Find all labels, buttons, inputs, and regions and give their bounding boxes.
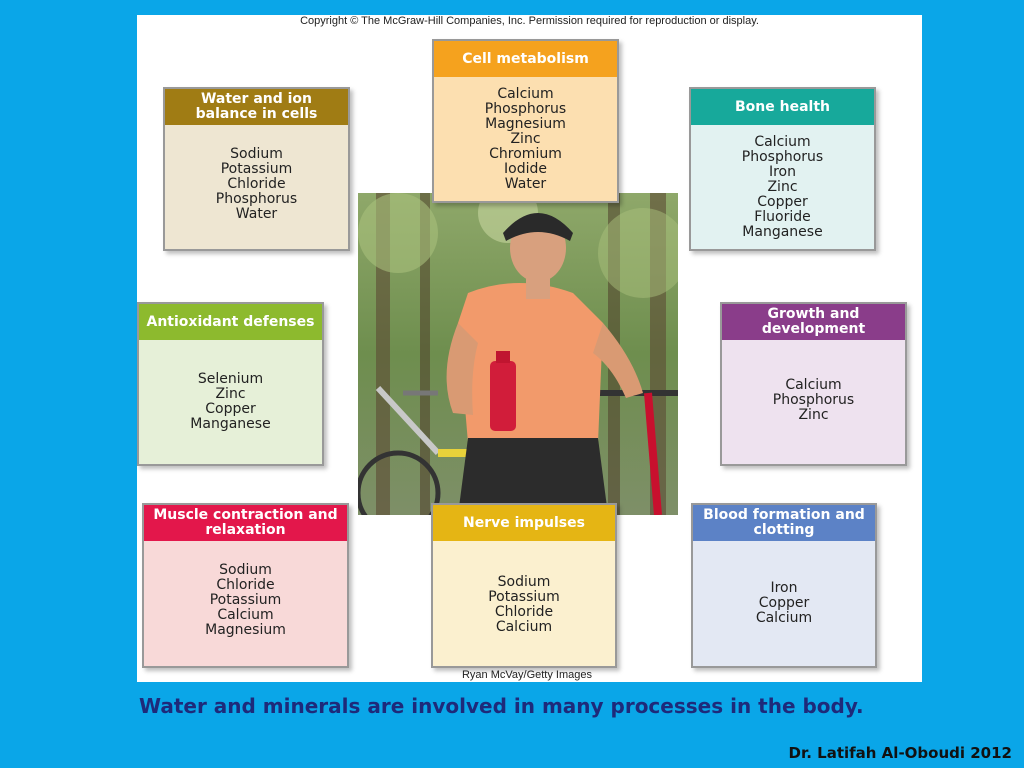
box-items [433, 541, 615, 635]
list-item: Phosphorus [484, 101, 567, 117]
box-growth-development [720, 302, 907, 466]
list-item: Magnesium [485, 116, 566, 132]
list-item: Calcium [497, 86, 554, 102]
list-item: Chloride [494, 604, 554, 620]
box-title: Growth and development [722, 304, 905, 340]
list-item: Chloride [227, 176, 286, 192]
box-title: Nerve impulses [433, 505, 615, 541]
cyclist-photo-image [358, 193, 678, 515]
box-title: Bone health [691, 89, 874, 125]
list-item: Sodium [219, 562, 272, 578]
list-item: Phosphorus [215, 191, 298, 207]
slide-caption: Water and minerals are involved in many processes in the body. [139, 694, 864, 718]
list-item: Manganese [190, 416, 271, 432]
list-item: Iron [770, 580, 798, 596]
box-items [693, 541, 875, 626]
list-item: Copper [758, 595, 810, 611]
list-item: Sodium [230, 146, 283, 162]
list-item: Calcium [217, 607, 274, 623]
box-cell-metabolism [432, 39, 619, 203]
list-item: Zinc [510, 131, 541, 147]
list-item: Potassium [209, 592, 282, 608]
list-item: Potassium [488, 589, 560, 605]
box-items [722, 340, 905, 423]
list-item: Zinc [798, 407, 829, 423]
box-items [434, 77, 617, 192]
list-item: Phosphorus [741, 149, 824, 165]
list-item: Selenium [197, 371, 264, 387]
box-title: Cell metabolism [434, 41, 617, 77]
list-item: Zinc [767, 179, 798, 195]
list-item: Calcium [755, 610, 813, 626]
list-item: Water [235, 206, 278, 222]
photo-credit: Ryan McVay/Getty Images [461, 669, 592, 681]
box-antioxidant-defenses [137, 302, 324, 466]
list-item: Calcium [754, 134, 811, 150]
list-item: Fluoride [754, 209, 811, 225]
box-items [691, 125, 874, 240]
cyclist-photo [358, 193, 678, 515]
list-item: Chromium [489, 146, 562, 162]
list-item: Potassium [220, 161, 293, 177]
list-item: Water [504, 176, 547, 192]
list-item: Zinc [215, 386, 246, 402]
box-water-ion-balance [163, 87, 350, 251]
list-item: Iron [768, 164, 796, 180]
list-item: Phosphorus [772, 392, 855, 408]
list-item: Iodide [504, 161, 547, 177]
box-title: Blood formation and clotting [693, 505, 875, 541]
box-title: Antioxidant defenses [139, 304, 322, 340]
box-title: Water and ion balance in cells [165, 89, 348, 125]
box-items [165, 125, 348, 222]
list-item: Copper [205, 401, 256, 417]
box-items [139, 340, 322, 432]
minerals-figure [137, 15, 922, 682]
box-nerve-impulses [431, 503, 617, 668]
list-item: Calcium [495, 619, 553, 635]
list-item: Magnesium [205, 622, 286, 638]
list-item: Copper [757, 194, 808, 210]
copyright-notice: Copyright © The McGraw-Hill Companies, Inc. Permission required for reproduction or display. [300, 15, 759, 27]
box-title: Muscle contraction and relaxation [144, 505, 347, 541]
list-item: Chloride [216, 577, 275, 593]
list-item: Sodium [497, 574, 551, 590]
box-items [144, 541, 347, 638]
list-item: Calcium [785, 377, 842, 393]
box-blood-formation [691, 503, 877, 668]
box-bone-health [689, 87, 876, 251]
author-credit: Dr. Latifah Al-Oboudi 2012 [788, 744, 1012, 762]
box-muscle-contraction [142, 503, 349, 668]
list-item: Manganese [742, 224, 823, 240]
